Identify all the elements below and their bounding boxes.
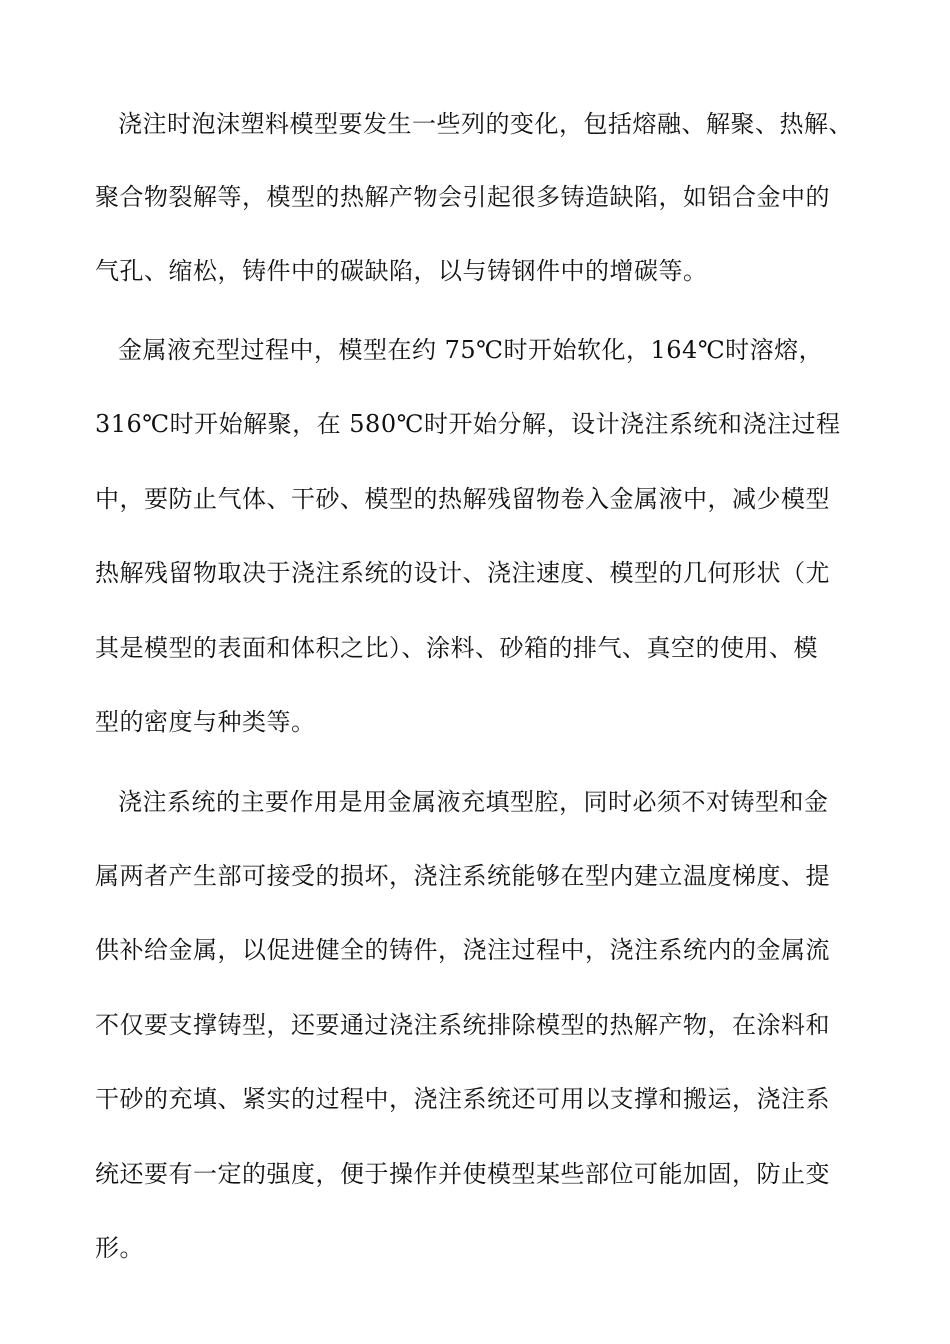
paragraph-2-line-5: 其是模型的表面和体积之比）、涂料、砂箱的排气、真空的使用、模 [95, 634, 818, 662]
paragraph-3-line-3: 供补给金属，以促进健全的铸件，浇注过程中，浇注系统内的金属流 [95, 936, 830, 964]
paragraph-1-line-1: 浇注时泡沫塑料模型要发生一些列的变化，包括熔融、解聚、热解、 [118, 110, 853, 138]
paragraph-3-line-5: 干砂的充填、紧实的过程中，浇注系统还可用以支撑和搬运，浇注系 [95, 1085, 830, 1113]
paragraph-3-line-1: 浇注系统的主要作用是用金属液充填型腔，同时必须不对铸型和金 [118, 788, 829, 816]
paragraph-2-line-4: 热解残留物取决于浇注系统的设计、浇注速度、模型的几何形状（尤 [95, 559, 830, 587]
paragraph-3-line-4: 不仅要支撑铸型，还要通过浇注系统排除模型的热解产物，在涂料和 [95, 1011, 830, 1039]
paragraph-1-line-3: 气孔、缩松，铸件中的碳缺陷，以与铸钢件中的增碳等。 [95, 257, 708, 285]
paragraph-3-line-6: 统还要有一定的强度，便于操作并使模型某些部位可能加固，防止变 [95, 1160, 830, 1188]
paragraph-2-line-3: 中，要防止气体、干砂、模型的热解残留物卷入金属液中，减少模型 [95, 485, 830, 513]
paragraph-2-line-6: 型的密度与种类等。 [95, 708, 316, 736]
paragraph-3-line-7: 形。 [95, 1234, 144, 1262]
paragraph-2-line-2: 316℃时开始解聚，在 580℃时开始分解，设计浇注系统和浇注过程 [95, 410, 841, 438]
paragraph-1-line-2: 聚合物裂解等，模型的热解产物会引起很多铸造缺陷，如铝合金中的 [95, 183, 830, 211]
paragraph-2-line-1: 金属液充型过程中，模型在约 75℃时开始软化，164℃时溶熔， [118, 336, 824, 364]
paragraph-3-line-2: 属两者产生部可接受的损坏，浇注系统能够在型内建立温度梯度、提 [95, 862, 830, 890]
